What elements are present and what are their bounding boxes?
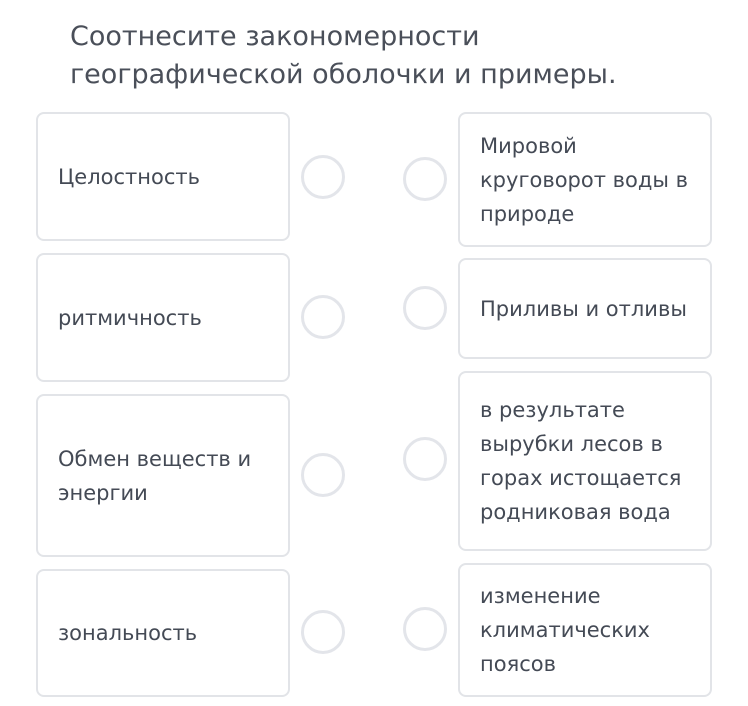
right-item-label: Приливы и отливы: [480, 296, 687, 321]
right-item-deforestation[interactable]: [458, 371, 712, 551]
left-item-integrity[interactable]: [36, 112, 290, 241]
left-item-metabolism[interactable]: [36, 394, 290, 557]
left-item-rhythm[interactable]: [36, 253, 290, 382]
right-radio-1[interactable]: [403, 157, 447, 201]
right-radio-2[interactable]: [403, 286, 447, 330]
right-item-label: Мировой круговорот воды в природе: [480, 133, 689, 226]
left-item-label: ритмичность: [58, 305, 202, 330]
left-item-label: Целостность: [58, 164, 201, 189]
left-radio-2[interactable]: [301, 295, 345, 339]
left-item-label: Обмен веществ и энергии: [58, 446, 252, 505]
right-radio-4[interactable]: [403, 607, 447, 651]
left-radio-1[interactable]: [301, 155, 345, 199]
left-radio-3[interactable]: [301, 453, 345, 497]
question-title: Соотнесите закономерности географической оболочки и примеры.: [70, 21, 617, 90]
right-item-label: в результате вырубки лесов в горах истощается родниковая вода: [480, 398, 682, 524]
right-radio-3[interactable]: [403, 437, 447, 481]
right-item-tides[interactable]: [458, 258, 712, 359]
right-item-water-cycle[interactable]: [458, 112, 712, 247]
left-item-label: зональность: [58, 621, 198, 645]
left-radio-4[interactable]: [301, 610, 345, 654]
right-item-label: изменение климатических поясов: [480, 584, 650, 676]
right-item-climate-zones[interactable]: [458, 563, 712, 697]
left-item-zonality[interactable]: [36, 569, 290, 697]
